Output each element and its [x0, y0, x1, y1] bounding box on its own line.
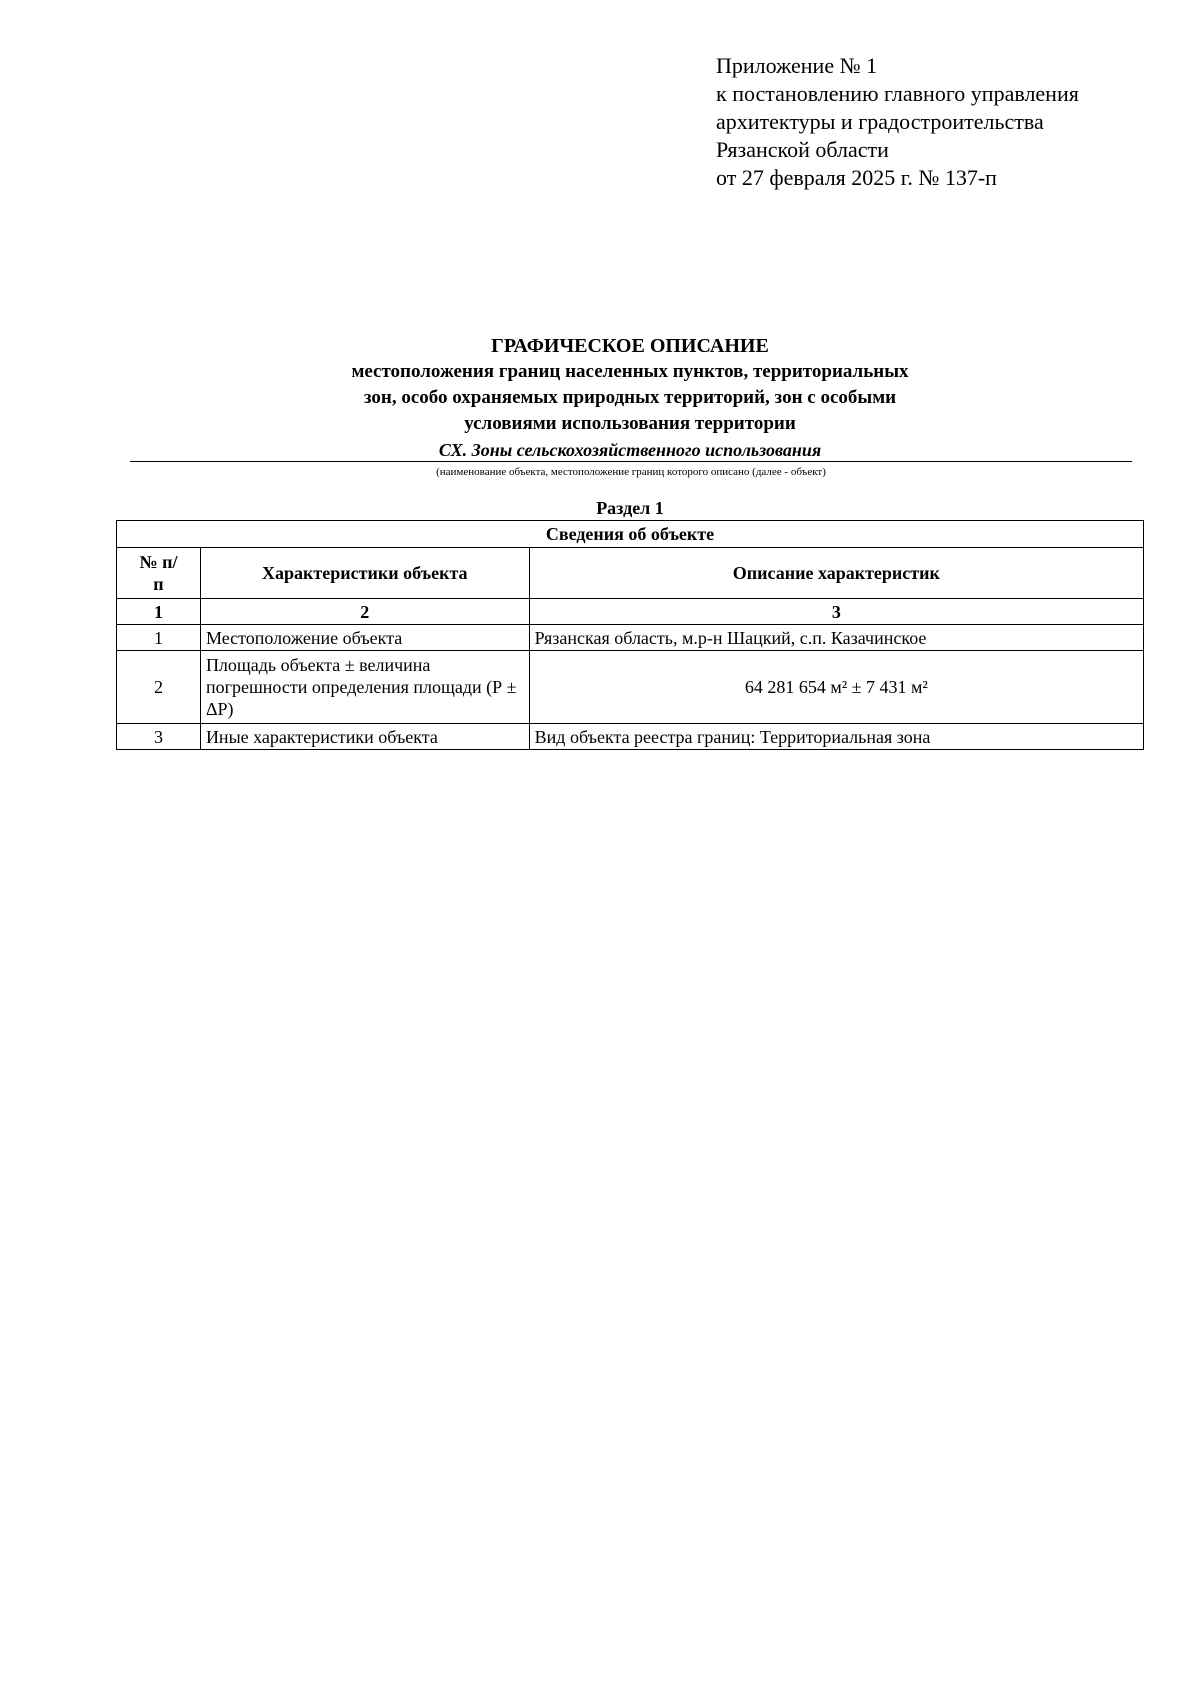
table-row — [117, 625, 1144, 651]
row-num: 2 — [117, 651, 201, 724]
column-number-1: 1 — [117, 599, 201, 625]
object-info-table — [116, 520, 1144, 750]
section-title: Раздел 1 — [596, 498, 664, 518]
object-name-underline — [130, 461, 1132, 462]
table-caption: Сведения об объекте — [117, 521, 1144, 548]
column-number-row — [117, 599, 1144, 625]
document-subtitle-line-2: зон, особо охраняемых природных территорий, зон с особыми — [363, 387, 897, 408]
table-row — [117, 724, 1144, 750]
table-row — [117, 651, 1144, 724]
header-num — [117, 548, 201, 599]
document-title-block — [130, 333, 1130, 461]
row-description: Рязанская область, м.р-н Шацкий, с.п. Казачинское — [529, 625, 1143, 651]
appendix-line-3: архитектуры и градостроительства — [716, 109, 1044, 134]
row-num: 3 — [117, 724, 201, 750]
row-description: Вид объекта реестра границ: Территориальная зона — [529, 724, 1143, 750]
appendix-line-5: от 27 февраля 2025 г. № 137-п — [716, 165, 997, 190]
appendix-line-4: Рязанской области — [716, 137, 889, 162]
row-characteristic: Площадь объекта ± величина погрешности определения площади (Р ± ΔР) — [200, 651, 529, 724]
appendix-line-2: к постановлению главного управления — [716, 81, 1079, 106]
row-description: 64 281 654 м² ± 7 431 м² — [529, 651, 1143, 724]
document-title: ГРАФИЧЕСКОЕ ОПИСАНИЕ — [491, 335, 769, 357]
row-characteristic: Иные характеристики объекта — [200, 724, 529, 750]
object-name: СХ. Зоны сельскохозяйственного использования — [438, 440, 822, 460]
appendix-header — [716, 52, 1156, 192]
header-description: Описание характеристик — [529, 548, 1143, 599]
column-number-2: 2 — [200, 599, 529, 625]
appendix-line-1: Приложение № 1 — [716, 53, 878, 78]
header-characteristic: Характеристики объекта — [200, 548, 529, 599]
column-number-3: 3 — [529, 599, 1143, 625]
table-header-row — [117, 548, 1144, 599]
row-characteristic: Местоположение объекта — [200, 625, 529, 651]
document-subtitle-line-3: условиями использования территории — [464, 413, 796, 434]
row-num: 1 — [117, 625, 201, 651]
document-subtitle-line-1: местоположения границ населенных пунктов, территориальных — [351, 361, 909, 382]
table-caption-row — [117, 521, 1144, 548]
header-num-text: № п/п — [139, 552, 178, 594]
object-name-caption: (наименование объекта, местоположение границ которого описано (далее - объект) — [436, 466, 826, 478]
